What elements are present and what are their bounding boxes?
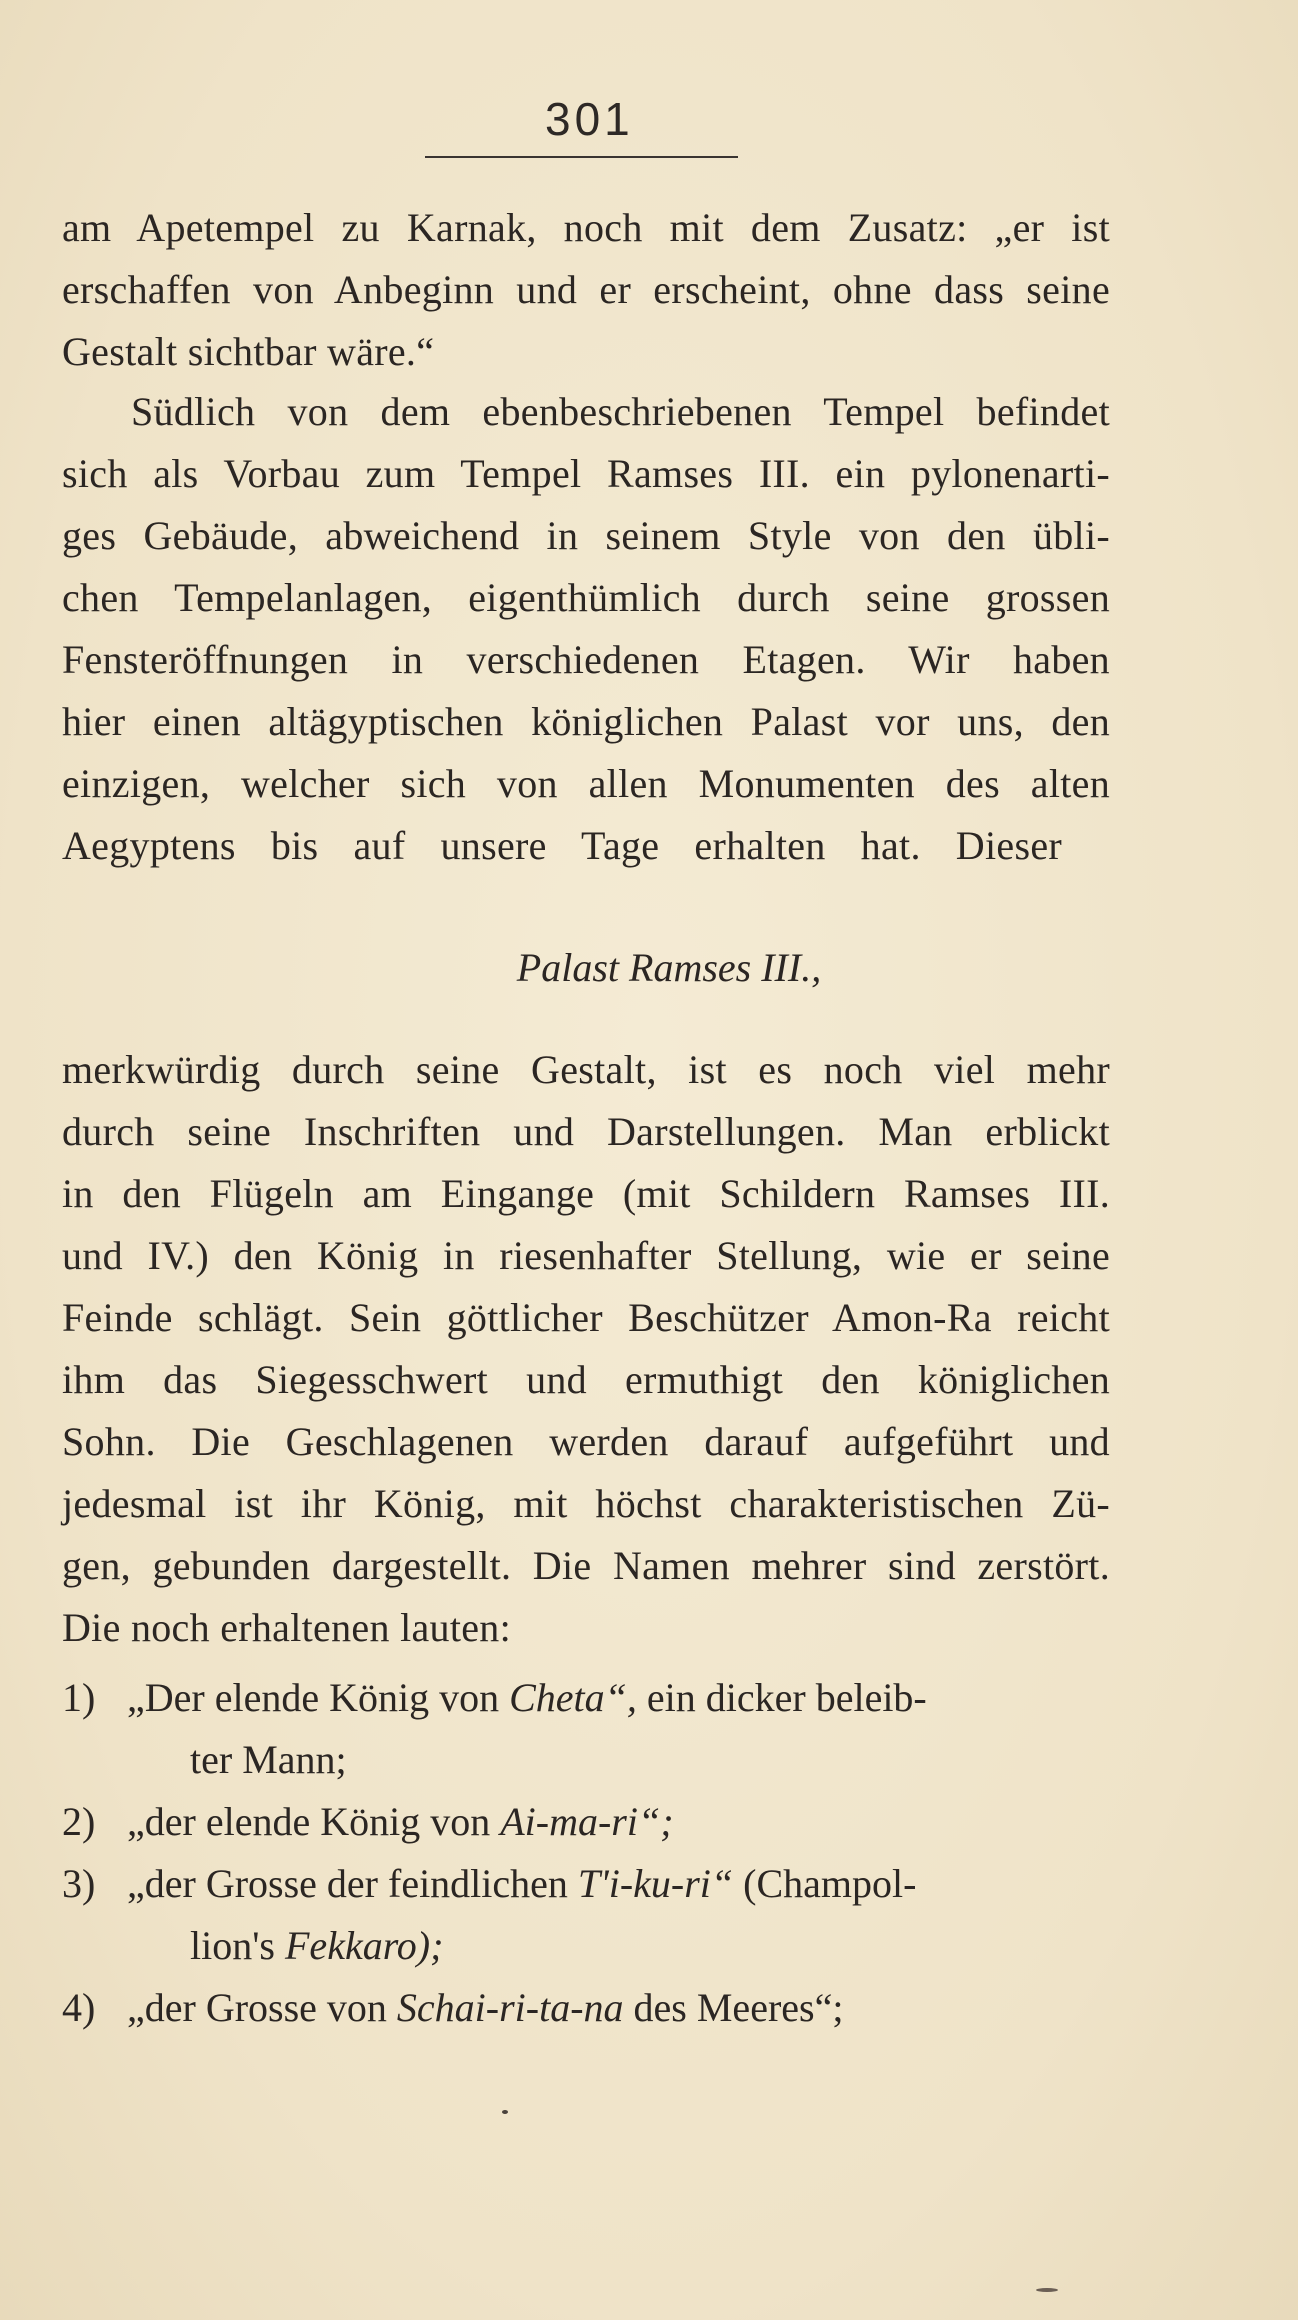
section-heading: Palast Ramses III., (516, 945, 822, 990)
text-line: Fensteröffnungen in verschiedenen Etagen. Wir haben (62, 637, 1110, 682)
text-line: durch seine Inschriften und Darstellungen. Man erblickt (62, 1109, 1110, 1154)
list-text: (Champol- (733, 1861, 917, 1906)
text-line: einzigen, welcher sich von allen Monumenten des alten (62, 761, 1110, 806)
text-line: ihm das Siegesschwert und ermuthigt den königlichen (62, 1357, 1110, 1402)
text-line: hier einen altägyptischen königlichen Palast vor uns, den (62, 699, 1110, 744)
header-rule (425, 156, 738, 158)
list-name: Ai-ma-ri“; (500, 1799, 674, 1844)
list-text: lion's (190, 1923, 285, 1968)
text-line: chen Tempelanlagen, eigenthümlich durch seine grossen (62, 575, 1110, 620)
list-item-continuation (190, 1736, 347, 1784)
list-text: des Meeres“; (623, 1985, 844, 2030)
text-line: am Apetempel zu Karnak, noch mit dem Zusatz: „er ist (62, 205, 1110, 250)
text-line: merkwürdig durch seine Gestalt, ist es noch viel mehr (62, 1047, 1110, 1092)
list-name: T'i-ku-ri“ (577, 1861, 734, 1906)
text-line: Feinde schlägt. Sein göttlicher Beschützer Amon-Ra reicht (62, 1295, 1110, 1340)
list-text: „der elende König von (127, 1799, 501, 1844)
ink-speck (1036, 2288, 1058, 2292)
list-text: ter Mann; (190, 1737, 347, 1782)
text-line: jedesmal ist ihr König, mit höchst charakteristischen Zü- (62, 1481, 1110, 1526)
list-item (62, 1674, 927, 1722)
list-number: 2) (62, 1799, 96, 1844)
list-item-continuation (190, 1922, 443, 1970)
ink-speck (502, 2110, 508, 2114)
list-name: Schai-ri-ta-na (396, 1985, 624, 2030)
text-line: in den Flügeln am Eingange (mit Schildern Ramses III. (62, 1171, 1110, 1216)
list-item (62, 1860, 916, 1908)
text-line: Die noch erhaltenen lauten: (62, 1605, 512, 1650)
text-line: und IV.) den König in riesenhafter Stellung, wie er seine (62, 1233, 1110, 1278)
page-number: 301 (545, 93, 634, 145)
text-line: erschaffen von Anbeginn und er erscheint, ohne dass seine (62, 267, 1110, 312)
list-number: 3) (62, 1861, 96, 1906)
list-item (62, 1798, 674, 1846)
list-name: Cheta“, (509, 1675, 637, 1720)
list-number: 1) (62, 1675, 96, 1720)
text-line: ges Gebäude, abweichend in seinem Style von den übli- (62, 513, 1110, 558)
text-line: Sohn. Die Geschlagenen werden darauf aufgeführt und (62, 1419, 1110, 1464)
list-number: 4) (62, 1985, 96, 2030)
list-item (62, 1984, 843, 2032)
text-line: Aegyptens bis auf unsere Tage erhalten hat. Dieser (62, 823, 1062, 868)
text-line: Gestalt sichtbar wäre.“ (62, 329, 435, 374)
text-line: Südlich von dem ebenbeschriebenen Tempel befindet (131, 389, 1110, 434)
list-text: „Der elende König von (127, 1675, 510, 1720)
list-text: ein dicker beleib- (636, 1675, 927, 1720)
text-line: sich als Vorbau zum Tempel Ramses III. ein pylonenarti- (62, 451, 1110, 496)
text-line: gen, gebunden dargestellt. Die Namen mehrer sind zerstört. (62, 1543, 1110, 1588)
list-text: „der Grosse der feindlichen (127, 1861, 578, 1906)
list-name: Fekkaro); (285, 1923, 444, 1968)
list-text: „der Grosse von (127, 1985, 397, 2030)
